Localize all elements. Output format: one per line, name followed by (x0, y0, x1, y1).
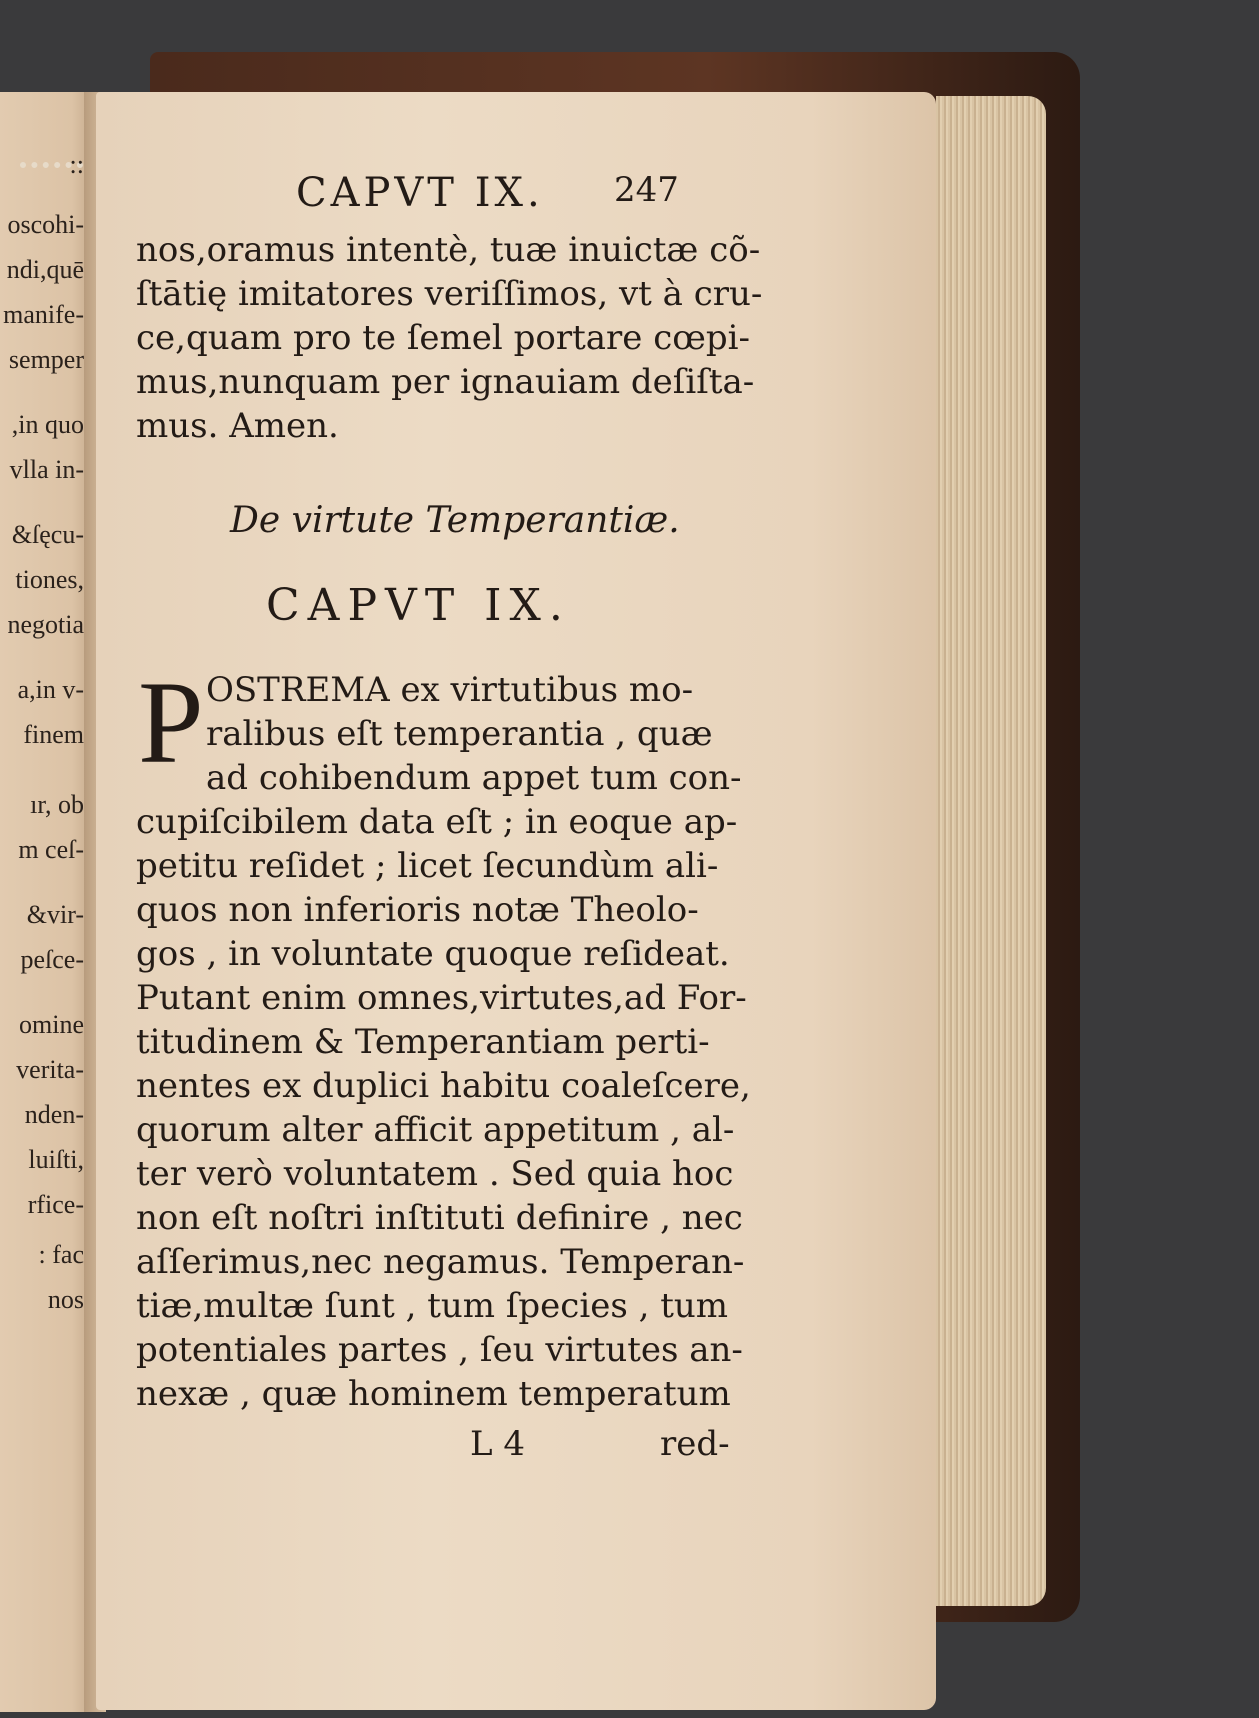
left-page-fragment: ndi,quē (6, 255, 84, 284)
signature-mark: L 4 (470, 1424, 526, 1464)
text-line: non eſt noſtri inſtituti definire , nec (136, 1198, 743, 1238)
text-line: ralibus eſt temperantia , quæ (206, 714, 713, 754)
text-line: gos , in voluntate quoque reſideat. (136, 934, 730, 974)
text-line: petitu reſidet ; licet ſecundùm ali- (136, 846, 719, 886)
left-page-fragment: tiones, (15, 565, 84, 594)
left-page-fragment: negotia (7, 610, 84, 639)
left-page-fragment: : fac (38, 1240, 84, 1269)
text-line: titudinem & Temperantiam perti- (136, 1022, 710, 1062)
catchword: red- (660, 1424, 730, 1464)
text-line: OSTREMA ex virtutibus mo- (206, 670, 694, 710)
text-line: quos non inferioris notæ Theolo- (136, 890, 699, 930)
left-page-fragment: &vir- (26, 900, 84, 929)
left-page (0, 92, 90, 1712)
section-title: De virtute Temperantiæ. (230, 500, 680, 541)
running-head: CAPVT IX. (296, 170, 544, 216)
left-page-fragment: ır, ob (30, 790, 84, 819)
left-page-fragment: manife- (3, 300, 84, 329)
text-line: cupiſcibilem data eſt ; in eoque ap- (136, 802, 738, 842)
left-page-fragment: ,in quo (11, 410, 84, 439)
left-page-fragment: verita- (16, 1055, 84, 1084)
text-line: Putant enim omnes,virtutes,ad For- (136, 978, 747, 1018)
left-page-fragment: omine (19, 1010, 84, 1039)
text-line: ſtātię imitatores veriſſimos, vt à cru- (136, 274, 763, 314)
text-line: ce,quam pro te ſemel portare cœpi- (136, 318, 750, 358)
left-page-fragment: &ſęcu- (11, 520, 84, 549)
text-line: aſſerimus,nec negamus. Temperan- (136, 1242, 745, 1282)
text-line: quorum alter afficit appetitum , al- (136, 1110, 735, 1150)
left-page-fragment: a,in v- (17, 675, 84, 704)
text-line: mus,nunquam per ignauiam deſiſta- (136, 362, 755, 402)
chapter-heading: CAPVT IX. (266, 580, 571, 631)
left-page-fragment: finem (23, 720, 84, 749)
left-page-fragment: oscohi- (7, 210, 84, 239)
drop-cap: P (138, 657, 204, 788)
left-page-fragment: vlla in- (9, 455, 84, 484)
left-page-fragment: :: (69, 150, 84, 179)
left-page-fragment: luiſti, (28, 1145, 84, 1174)
page-edges (936, 96, 1046, 1606)
page-number: 247 (614, 170, 679, 210)
text-line: mus. Amen. (136, 406, 339, 446)
left-page-fragment: m ceſ- (18, 835, 84, 864)
left-page-fragment: semper (8, 345, 84, 374)
text-line: nentes ex duplici habitu coaleſcere, (136, 1066, 751, 1106)
text-line: ad cohibendum appet tum con- (206, 758, 742, 798)
text-line: potentiales partes , ſeu virtutes an- (136, 1330, 743, 1370)
text-line: tiæ,multæ ſunt , tum ſpecies , tum (136, 1286, 728, 1326)
text-line: nexæ , quæ hominem temperatum (136, 1374, 731, 1414)
left-page-fragment: rfice- (27, 1190, 84, 1219)
left-page-fragment: nos (47, 1285, 84, 1314)
text-line: ter verò voluntatem . Sed quia hoc (136, 1154, 734, 1194)
text-line: nos,oramus intentè, tuæ inuictæ cõ- (136, 230, 761, 270)
left-page-fragment: peſce- (20, 945, 84, 974)
left-page-fragment: nden- (24, 1100, 84, 1129)
